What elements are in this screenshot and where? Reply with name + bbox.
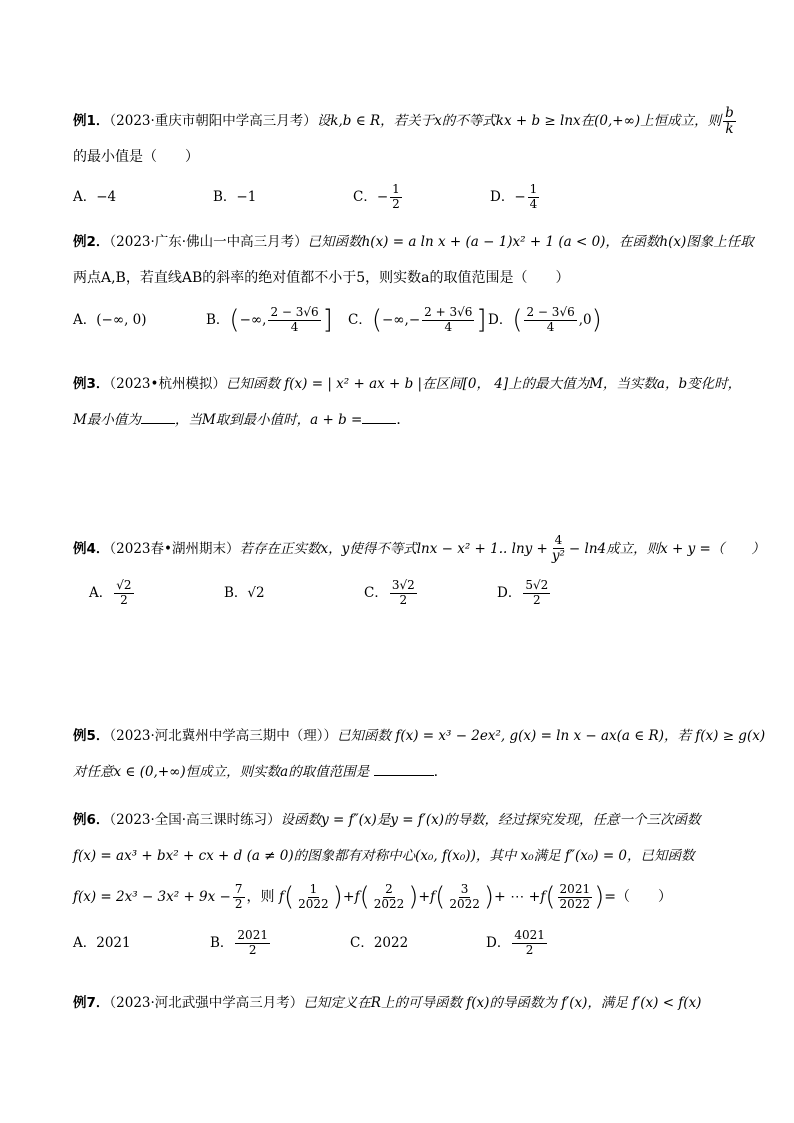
option-d: D． $\frac{4021}{2}$: [486, 928, 545, 957]
problem-text: 已知定义在R上的可导函数 f(x)的导函数为 f′(x)，满足 f′(x) < f(x): [303, 995, 702, 1011]
option-c: C． ( −∞,− $\frac{2 + 3√6}{4}$ ]: [348, 305, 487, 335]
problem-text: 设函数y = f″(x)是y = f′(x)的导数，经过探究发现，任意一个三次函数: [280, 812, 701, 828]
problem-text: 已知函数h(x) = a ln x + (a − 1)x² + 1 (a < 0)，在函数h(x)图象上任取: [307, 234, 754, 250]
problem-text: f(x) = ax³ + bx² + cx + d (a ≠ 0)的图象都有对称中心(x₀, f(x₀))，其中 x₀满足 f″(x₀) = 0，已知函数: [73, 848, 695, 864]
fraction: $\frac{1}{2}$: [392, 182, 400, 211]
answer-blank[interactable]: [362, 409, 396, 424]
example-5-line-1: [73, 718, 766, 754]
fraction: $\frac{7}{2}$: [234, 882, 243, 911]
option-a: A． −4: [73, 189, 117, 205]
fraction: $\frac{2 - 3√6}{4}$: [270, 305, 319, 334]
problem-text: 若存在正实数x，y使得不等式lnx − x² + 1.. lny +: [239, 541, 548, 557]
fraction: $\frac{1}{2022}$: [298, 882, 329, 911]
example-6-line-3: f(x) = 2x³ − 3x² + 9x − $\frac{7}{2}$ ，则 f( $\frac{1}{2022}$ )+f( $\frac{2}{2022}$ )+f( $\frac{3}{2022}$ )+ ⋯ +f( $\frac{2021}{2022}$ )=（ ）: [73, 882, 672, 912]
example-3-line-1: [73, 366, 742, 402]
example-7-line-1: [73, 985, 723, 1021]
fraction: $\frac{3√2}{2}$: [391, 578, 415, 607]
problem-text: 设k,b ∈ R，若关于x的不等式kx + b ≥ lnx在(0,+∞)上恒成立，则: [316, 113, 722, 129]
problem-text: 已知函数 f(x) = | x² + ax + b |在区间[0， 4]上的最大值为M，当实数a，b变化时，: [225, 376, 742, 392]
example-label: 例4．: [73, 541, 110, 557]
problem-text: 已知函数 f(x) = x³ − 2ex², g(x) = ln x − ax(a ∈ R)，若 f(x) ≥ g(x): [337, 728, 766, 744]
example-3: [73, 366, 742, 438]
fraction: $\frac{2 + 3√6}{4}$: [424, 305, 473, 334]
fraction: $\frac{1}{4}$: [529, 182, 538, 211]
option-a: A． 2021: [73, 935, 131, 951]
problem-text: 的最小值是（ ）: [73, 149, 199, 165]
option-b: B． −1: [213, 189, 257, 205]
example-1-line-2: [73, 139, 723, 175]
example-source: （2023•杭州模拟）: [109, 376, 226, 392]
fraction: $\frac{b}{k}$: [725, 104, 734, 137]
fraction: $\frac{5√2}{2}$: [525, 578, 549, 607]
answer-blank[interactable]: [374, 761, 434, 776]
answer-blank[interactable]: [141, 409, 175, 424]
fraction: $\frac{2}{2022}$: [373, 882, 405, 911]
option-b: B． $\frac{2021}{2}$: [210, 928, 268, 957]
options: [73, 920, 723, 966]
problem-text: 两点A,B，若直线AB的斜率的绝对值都不小于5，则实数a的取值范围是（ ）: [73, 270, 570, 286]
example-3-line-2: M最小值为 ，当M取到最小值时，a + b = ．: [73, 402, 723, 438]
example-4: [73, 531, 765, 619]
options: [73, 175, 723, 219]
option-a: A． (−∞, 0): [73, 312, 147, 328]
example-5: [73, 718, 766, 790]
option-b: B． ( −∞, $\frac{2 - 3√6}{4}$ ]: [206, 305, 333, 335]
example-label: 例3．: [73, 376, 110, 392]
fraction: $\frac{2021}{2}$: [237, 928, 268, 957]
example-2-line-1: [73, 224, 754, 260]
example-6: [73, 802, 723, 966]
example-source: （2023·全国·高三课时练习）: [109, 812, 281, 828]
example-label: 例1．: [73, 113, 110, 129]
option-c: C． $\frac{3√2}{2}$: [364, 578, 415, 607]
example-source: （2023·河北冀州中学高三期中（理））: [109, 728, 338, 744]
option-a: A． $\frac{√2}{2}$: [89, 578, 132, 607]
example-label: 例5．: [73, 728, 110, 744]
options: [73, 296, 723, 344]
example-6-line-2: [73, 838, 723, 874]
example-2-line-2: [73, 260, 723, 296]
fraction: $\frac{√2}{2}$: [116, 578, 132, 607]
option-d: D． $\frac{5√2}{2}$: [497, 578, 549, 607]
example-5-line-2: 对任意x ∈ (0,+∞)恒成立，则实数a的取值范围是 .: [73, 754, 723, 790]
example-source: （2023·广东·佛山一中高三月考）: [109, 234, 308, 250]
example-source: （2023·重庆市朝阳中学高三月考）: [109, 113, 317, 129]
option-d: D． ( $\frac{2 - 3√6}{4}$ ,0 ): [488, 305, 602, 335]
example-1-line-1: [73, 103, 734, 139]
fraction: $\frac{4021}{2}$: [514, 928, 545, 957]
example-label: 例7．: [73, 995, 110, 1011]
option-c: C． − $\frac{1}{2}$: [353, 182, 400, 211]
example-4-line-1: 例4．（2023春•湖州期末）若存在正实数x，y使得不等式lnx − x² + 1.. lny + $\frac{4}{\text{y²}}$ − ln4成立，则x + y =（ ）: [73, 533, 765, 564]
fraction: $\frac{2021}{2022}$: [559, 882, 591, 911]
option-c: C． 2022: [350, 935, 409, 951]
option-d: D． − $\frac{1}{4}$: [490, 182, 538, 211]
example-6-line-1: [73, 802, 723, 838]
example-1: [73, 103, 734, 219]
options: [73, 567, 723, 619]
fraction: $\frac{4}{\text{y²}}$: [551, 533, 565, 564]
example-7: [73, 985, 723, 1021]
example-label: 例2．: [73, 234, 110, 250]
example-source: （2023春•湖州期末）: [109, 541, 240, 557]
example-label: 例6．: [73, 812, 110, 828]
option-b: B． √2: [224, 585, 265, 601]
fraction: $\frac{2 - 3√6}{4}$: [526, 305, 575, 334]
example-2: [73, 224, 754, 344]
example-source: （2023·河北武强中学高三月考）: [109, 995, 304, 1011]
fraction: $\frac{3}{2022}$: [449, 882, 480, 911]
